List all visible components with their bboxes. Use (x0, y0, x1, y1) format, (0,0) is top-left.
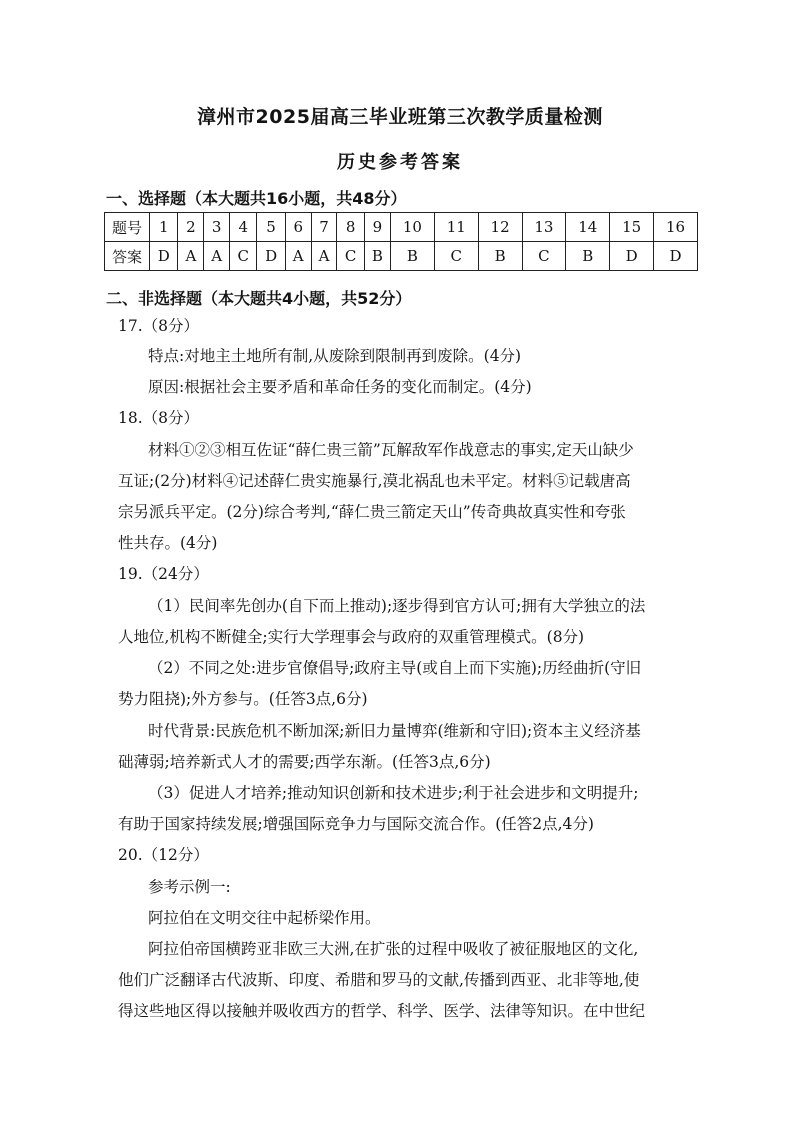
answer-cell: A (178, 242, 204, 271)
answer-cell: A (285, 242, 311, 271)
question-number: 8 (337, 213, 364, 242)
question-number: 10 (390, 213, 434, 242)
answer-text-line: 础薄弱;培养新式人才的需要;西学东渐。(任答3点,6分) (118, 753, 491, 771)
question-number: 2 (178, 213, 204, 242)
answer-cell: C (230, 242, 257, 271)
question-number: 11 (434, 213, 478, 242)
answer-text-line: 他们广泛翻译古代波斯、印度、希腊和罗马的文献,传播到西亚、北非等地,使 (118, 971, 640, 989)
answer-cell: C (434, 242, 478, 271)
question-number: 7 (311, 213, 337, 242)
question-number: 9 (364, 213, 390, 242)
question-20-heading: 20.（12分） (118, 846, 209, 864)
row-label-question: 题号 (105, 213, 150, 242)
answer-text-line: 时代背景:民族危机不断加深;新旧力量博弈(维新和守旧);资本主义经济基 (148, 722, 641, 740)
question-number: 14 (566, 213, 610, 242)
question-19-heading: 19.（24分） (118, 565, 209, 583)
question-number: 4 (230, 213, 257, 242)
question-18-heading: 18.（8分） (118, 409, 200, 427)
section-1-heading: 一、选择题（本大题共16小题，共48分） (106, 189, 407, 208)
question-number-row (105, 213, 698, 242)
answer-text-line: 互证;(2分)材料④记述薛仁贵实施暴行,漠北祸乱也未平定。材料⑤记载唐高 (118, 472, 631, 490)
question-number: 13 (522, 213, 566, 242)
question-number: 1 (150, 213, 178, 242)
answer-cell: A (311, 242, 337, 271)
answer-text-line: 参考示例一: (148, 878, 231, 896)
answer-text-line: （2）不同之处:进步官僚倡导;政府主导(或自上而下实施);历经曲折(守旧 (148, 659, 642, 677)
answer-cell: C (522, 242, 566, 271)
answer-text-line: 材料①②③相互佐证“薛仁贵三箭”瓦解敌军作战意志的事实,定天山缺少 (148, 441, 634, 459)
answer-row (105, 242, 698, 271)
question-17-heading: 17.（8分） (118, 317, 200, 335)
answer-text-line: 原因:根据社会主要矛盾和革命任务的变化而制定。(4分) (148, 378, 532, 396)
question-number: 16 (654, 213, 698, 242)
answer-cell: B (390, 242, 434, 271)
answer-cell: B (364, 242, 390, 271)
question-number: 12 (478, 213, 522, 242)
answer-cell: D (654, 242, 698, 271)
answer-text-line: （1）民间率先创办(自下而上推动);逐步得到官方认可;拥有大学独立的法 (148, 597, 646, 615)
section-2-heading: 二、非选择题（本大题共4小题，共52分） (106, 289, 412, 308)
row-label-answer: 答案 (105, 242, 150, 271)
answer-text-line: 有助于国家持续发展;增强国际竞争力与国际交流合作。(任答2点,4分) (118, 815, 594, 833)
answer-cell: C (337, 242, 364, 271)
answer-text-line: 宗另派兵平定。(2分)综合考判,“薛仁贵三箭定天山”传奇典故真实性和夸张 (118, 503, 626, 521)
answer-cell: D (610, 242, 654, 271)
answer-cell: D (257, 242, 285, 271)
question-number: 5 (257, 213, 285, 242)
answer-text-line: 阿拉伯在文明交往中起桥梁作用。 (148, 909, 381, 927)
answer-table (104, 212, 698, 271)
answer-cell: A (204, 242, 230, 271)
question-number: 15 (610, 213, 654, 242)
answer-text-line: 人地位,机构不断健全;实行大学理事会与政府的双重管理模式。(8分) (118, 628, 585, 646)
answer-text-line: 特点:对地主土地所有制,从废除到限制再到废除。(4分) (148, 347, 522, 365)
answer-cell: B (566, 242, 610, 271)
question-number: 3 (204, 213, 230, 242)
answer-text-line: 得这些地区得以接触并吸收西方的哲学、科学、医学、法律等知识。在中世纪 (118, 1002, 646, 1020)
question-number: 6 (285, 213, 311, 242)
document-title: 漳州市2025届高三毕业班第三次教学质量检测 (197, 106, 603, 128)
answer-text-line: （3）促进人才培养;推动知识创新和技术进步;利于社会进步和文明提升; (148, 784, 639, 802)
document-subtitle: 历史参考答案 (337, 152, 463, 173)
answer-text-line: 势力阻挠);外方参与。(任答3点,6分) (118, 690, 368, 708)
answer-cell: D (150, 242, 178, 271)
answer-text-line: 性共存。(4分) (118, 534, 218, 552)
answer-text-line: 阿拉伯帝国横跨亚非欧三大洲,在扩张的过程中吸收了被征服地区的文化, (148, 940, 639, 958)
answer-cell: B (478, 242, 522, 271)
